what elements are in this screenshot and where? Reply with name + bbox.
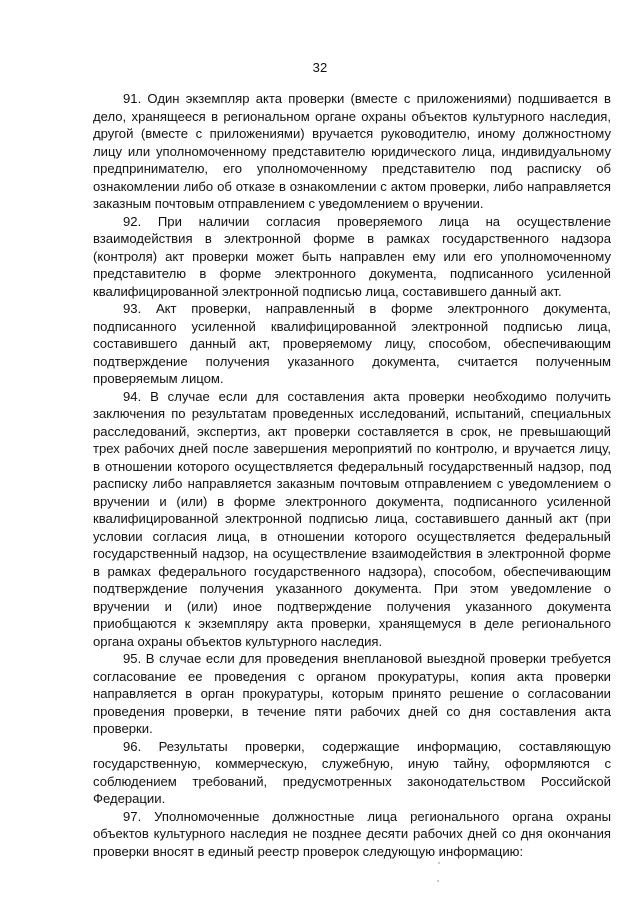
paragraph-97: 97. Уполномоченные должностные лица регионального органа охраны объектов культурного наследия не позднее десяти рабочих дней со дня окончания проверки вносят в единый реестр проверок следующую информацию: [93,808,611,859]
paragraph-96: 96. Результаты проверки, содержащие информацию, составляющую государственную, коммерческую, служебную, иную тайну, оформляются с соблюдением требований, предусмотренных законодательством Российской Федерации. [93,738,611,806]
paragraph-94: 94. В случае если для составления акта проверки необходимо получить заключения по результатам проведенных исследований, испытаний, специальных расследований, экспертиз, акт проверки составляется в срок, не превышающий трех рабочих дней после завершения мероприятий по контролю, и вручается лицу, в отношении которого осуществляется федеральный государственный надзор, под расписку либо направляется заказным почтовым отправлением с уведомлением о вручении и (или) в форме электронного документа, подписанного усиленной квалифицированной электронной подписью лица, составившего данный акт (при условии согласия лица, в отношении которого осуществляется федеральный государственный надзор, на осуществление взаимодействия в электронной форме в рамках федерального государственного надзора), способом, обеспечивающим подтверждение получения указанного документа. При этом уведомление о вручении и (или) иное подтверждение получения указанного документа приобщаются к экземпляру акта проверки, хранящемуся в деле регионального органа охраны объектов культурного наследия. [93,388,611,649]
paragraph-95: 95. В случае если для проведения внеплановой выездной проверки требуется согласование ее проведения с органом прокуратуры, копия акта проверки направляется в орган прокуратуры, которым принято решение о согласовании проведения проверки, в течение пяти рабочих дней со дня составления акта проверки. [93,651,611,736]
scan-artifact [437,880,439,882]
page-number: 32 [312,60,328,75]
scan-artifact [438,862,440,864]
paragraph-92: 92. При наличии согласия проверяемого лица на осуществление взаимодействия в электронной форме в рамках государственного надзора (контроля) акт проверки может быть направлен ему или его уполномоченному представителю в форме электронного документа, подписанного усиленной квалифицированной электронной подписью лица, составившего данный акт. [93,213,611,299]
document-body [93,90,611,860]
paragraph-93: 93. Акт проверки, направленный в форме электронного документа, подписанного усиленной квалифицированной электронной подписью лица, составившего данный акт, проверяемому лицу, способом, обеспечивающим подтверждение получения указанного документа, считается полученным проверяемым лицом. [93,301,611,386]
paragraph-91: 91. Один экземпляр акта проверки (вместе с приложениями) подшивается в дело, хранящееся в региональном органе охраны объектов культурного наследия, другой (вместе с приложениями) вручается руководителю, иному должностному лицу или уполномоченному представителю юридического лица, индивидуальному предпринимателю, его уполномоченному представителю под расписку об ознакомлении либо об отказе в ознакомлении с актом проверки, либо направляется заказным почтовым отправлением с уведомлением о вручении. [93,91,611,211]
